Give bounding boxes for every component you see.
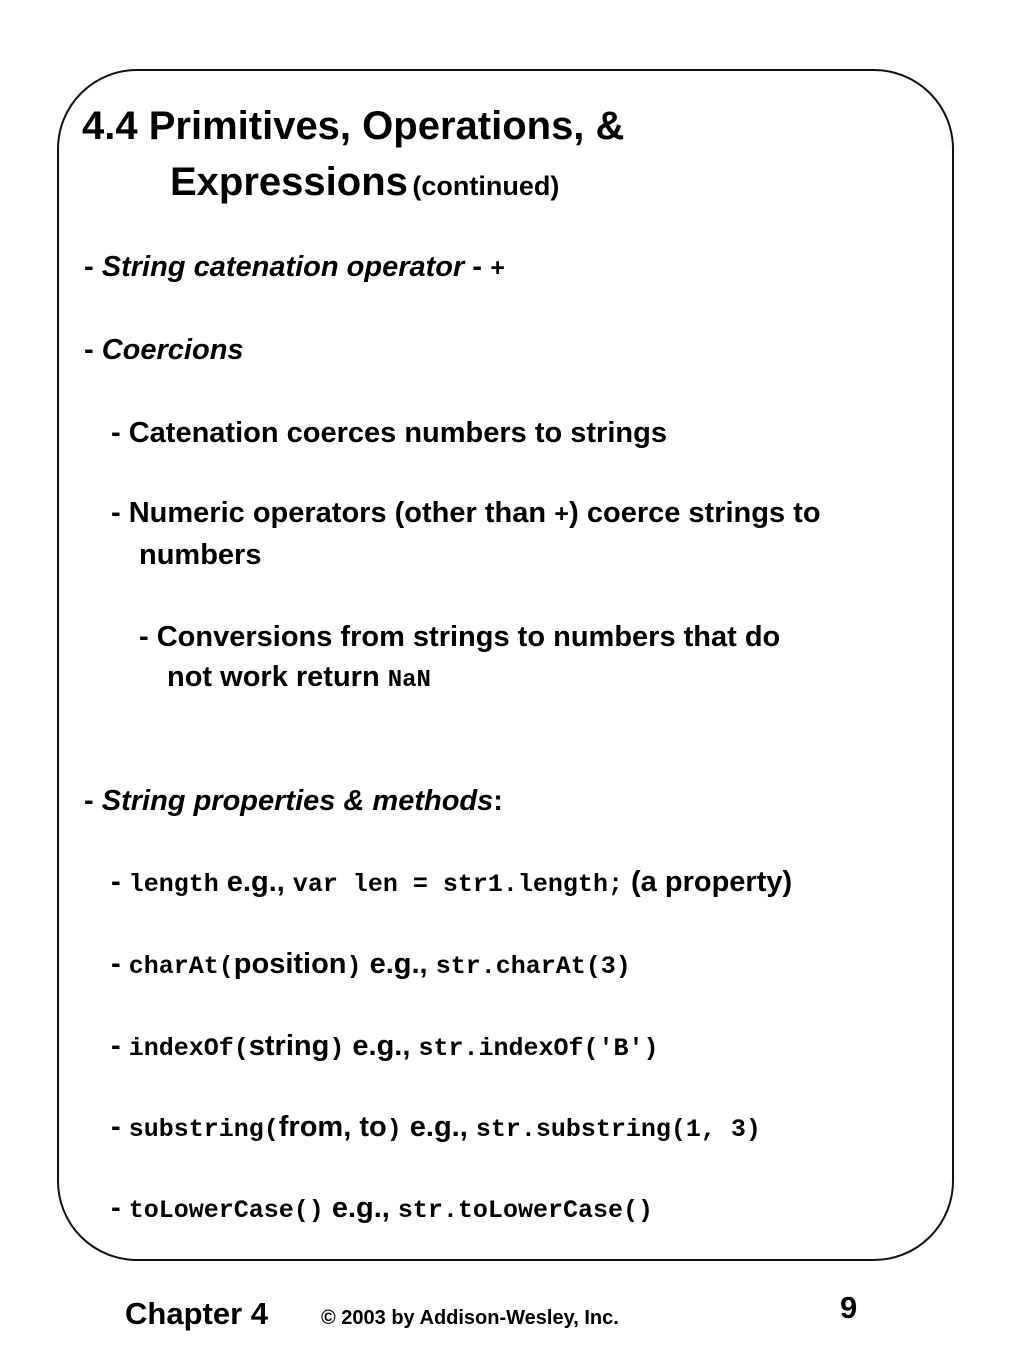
title-line-1	[82, 104, 624, 149]
bullet-catenation-coerces	[111, 417, 667, 450]
catenation-coerces-text: - Catenation coerces numbers to strings	[111, 417, 667, 449]
separator: -	[464, 251, 491, 283]
method-name: toLowerCase()	[128, 1196, 324, 1225]
dash: -	[111, 1030, 121, 1062]
dash: -	[84, 785, 94, 817]
bullet-numeric-line-2	[139, 539, 261, 572]
example-code: str.indexOf('B')	[418, 1034, 659, 1063]
method-name: indexOf(	[128, 1034, 249, 1063]
property-note: (a property)	[631, 866, 793, 898]
bullet-coercions	[84, 334, 244, 367]
method-substring	[111, 1111, 761, 1144]
string-props-label: String properties & methods	[101, 785, 494, 817]
method-arg: from, to	[278, 1111, 387, 1143]
coercions-label: Coercions	[101, 334, 244, 366]
method-name: length	[128, 870, 219, 899]
title-text-1: 4.4 Primitives, Operations, &	[82, 104, 625, 148]
method-name: charAt(	[128, 952, 234, 981]
method-close: )	[346, 952, 362, 981]
dash: -	[111, 1111, 121, 1143]
dash: -	[84, 251, 94, 283]
dash: -	[111, 866, 121, 898]
bullet-conversions-line-1	[139, 621, 780, 654]
conversions-line-1: - Conversions from strings to numbers that do	[139, 621, 781, 653]
example-code: str.toLowerCase()	[397, 1196, 653, 1225]
method-indexof	[111, 1030, 659, 1063]
method-arg: string	[248, 1030, 330, 1062]
eg-label: e.g.,	[401, 1111, 468, 1143]
bullet-conversions-line-2	[167, 661, 431, 694]
example-code: var len = str1.length;	[292, 870, 623, 899]
method-arg: position	[233, 948, 347, 980]
method-name: substring(	[128, 1115, 279, 1144]
example-code: str.substring(1, 3)	[475, 1115, 761, 1144]
eg-label: e.g.,	[323, 1192, 390, 1224]
method-close: )	[329, 1034, 345, 1063]
method-length	[111, 866, 792, 899]
title-text-2: Expressions	[170, 160, 408, 204]
title-line-2	[170, 160, 559, 205]
title-continued: (continued)	[412, 171, 560, 201]
bullet-string-props	[84, 785, 503, 818]
eg-label: e.g.,	[344, 1030, 411, 1062]
eg-label: e.g.,	[218, 866, 285, 898]
eg-label: e.g.,	[361, 948, 428, 980]
numeric-line-2: numbers	[139, 539, 262, 571]
nan-value: NaN	[387, 667, 431, 694]
conversions-line-2: not work return	[167, 661, 388, 693]
bullet-numeric-line-1	[111, 497, 821, 530]
plus-operator: +	[490, 255, 506, 284]
method-close: )	[386, 1115, 402, 1144]
footer-copyright: © 2003 by Addison-Wesley, Inc.	[321, 1307, 619, 1329]
catenation-label: String catenation operator	[101, 251, 465, 283]
numeric-plus: +	[554, 501, 570, 530]
colon: :	[493, 785, 503, 817]
method-tolowercase	[111, 1192, 653, 1225]
dash: -	[111, 1192, 121, 1224]
example-code: str.charAt(3)	[435, 952, 631, 981]
footer-chapter: Chapter 4	[125, 1296, 268, 1331]
method-charat	[111, 948, 631, 981]
numeric-post: ) coerce strings to	[569, 497, 821, 529]
numeric-pre: - Numeric operators (other than	[111, 497, 555, 529]
dash: -	[84, 334, 94, 366]
dash: -	[111, 948, 121, 980]
page-number: 9	[840, 1290, 858, 1325]
bullet-catenation	[84, 251, 505, 284]
